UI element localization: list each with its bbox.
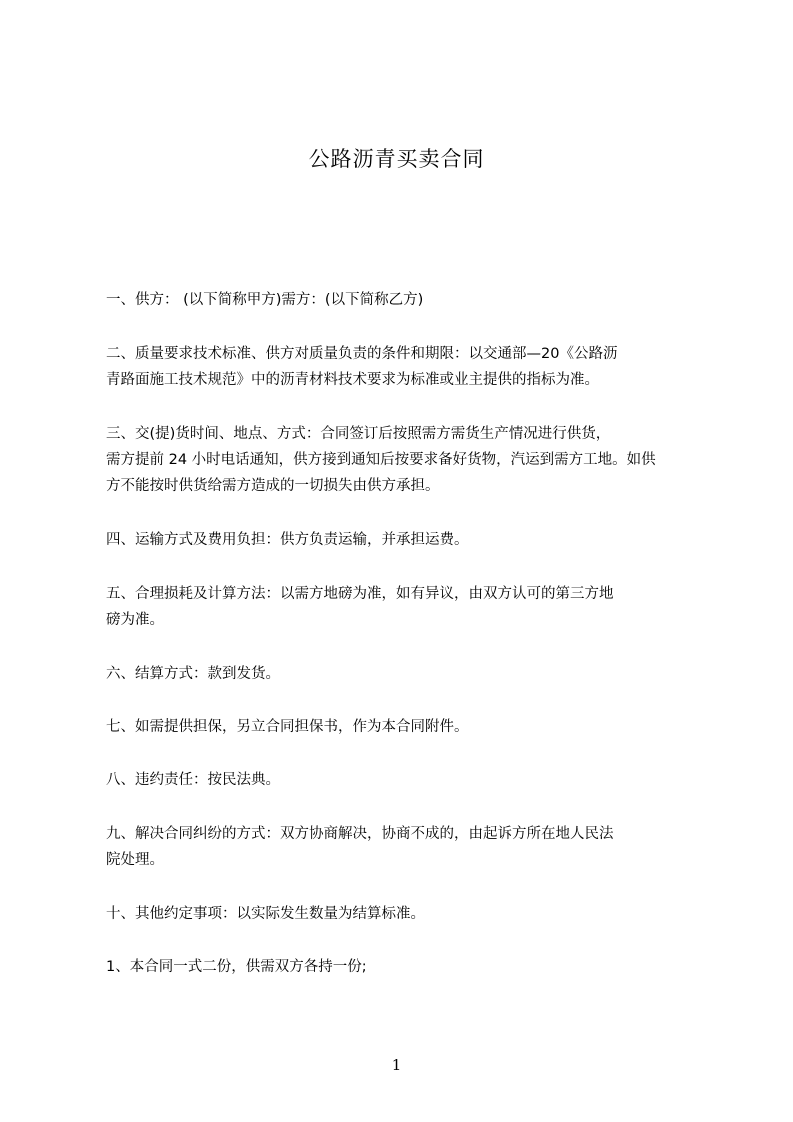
paragraph-2 (106, 341, 700, 393)
paragraph-line: 十、其他约定事项：以实际发生数量为结算标准。 (106, 906, 425, 922)
paragraph-line: 六、结算方式：款到发货。 (106, 666, 280, 682)
paragraph-line: 四、运输方式及费用负担：供方负责运输，并承担运费。 (106, 532, 469, 548)
paragraph-line: 五、合理损耗及计算方法：以需方地磅为准，如有异议，由双方认可的第三方地 (106, 586, 614, 602)
paragraph-line: 一、供方： (以下简称甲方)需方：(以下简称乙方) (106, 292, 424, 308)
paragraph-line: 青路面施工技术规范》中的沥青材料技术要求为标准或业主提供的指标为准。 (106, 372, 599, 388)
document-title: 公路沥青买卖合同 (308, 147, 485, 171)
paragraph-7 (106, 714, 700, 740)
paragraph-line: 磅为准。 (106, 612, 164, 628)
paragraph-line: 方不能按时供货给需方造成的一切损失由供方承担。 (106, 478, 440, 494)
paragraph-9 (106, 821, 700, 873)
paragraph-11 (106, 954, 700, 980)
paragraph-8 (106, 767, 700, 793)
page-number: 1 (391, 1056, 402, 1074)
paragraph-4 (106, 527, 700, 553)
paragraph-line: 院处理。 (106, 852, 164, 868)
paragraph-line: 需方提前 24 小时电话通知，供方接到通知后按要求备好货物，汽运到需方工地。如供 (106, 452, 656, 468)
paragraph-1 (106, 287, 700, 313)
paragraph-line: 九、解决合同纠纷的方式：双方协商解决，协商不成的，由起诉方所在地人民法 (106, 826, 614, 842)
paragraph-line: 二、质量要求技术标准、供方对质量负责的条件和期限：以交通部—20《公路沥 (106, 346, 618, 362)
paragraph-line: 七、如需提供担保，另立合同担保书，作为本合同附件。 (106, 719, 469, 735)
paragraph-6 (106, 661, 700, 687)
paragraph-line: 1、本合同一式二份，供需双方各持一份; (106, 959, 367, 975)
paragraph-3 (106, 421, 700, 499)
paragraph-10 (106, 901, 700, 927)
paragraph-line: 八、违约责任：按民法典。 (106, 772, 280, 788)
paragraph-5 (106, 581, 700, 633)
paragraph-line: 三、交(提)货时间、地点、方式：合同签订后按照需方需货生产情况进行供货， (106, 426, 611, 442)
